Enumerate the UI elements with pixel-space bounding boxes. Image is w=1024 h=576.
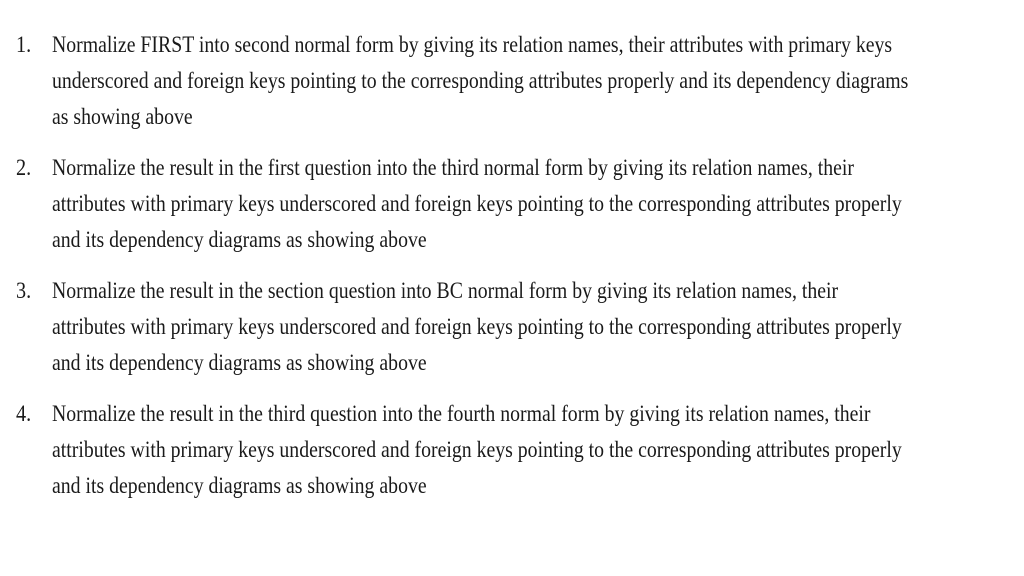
item-text: [52, 273, 972, 381]
question-list: [0, 27, 1000, 519]
text-line: Normalize the result in the section question into BC normal form by giving its relation names, their: [52, 278, 839, 303]
text-line: attributes with primary keys underscored and foreign keys pointing to the corresponding attributes properly: [52, 314, 902, 339]
text-line: attributes with primary keys underscored and foreign keys pointing to the corresponding attributes properly: [52, 191, 902, 216]
item-number: 1.: [16, 32, 32, 57]
text-line: Normalize FIRST into second normal form by giving its relation names, their attributes with primary keys: [52, 32, 893, 57]
text-line: and its dependency diagrams as showing above: [52, 227, 427, 252]
item-number: 2.: [16, 155, 32, 180]
text-line: as showing above: [52, 104, 193, 129]
text-line: Normalize the result in the third question into the fourth normal form by giving its relation names, their: [52, 401, 871, 426]
text-line: attributes with primary keys underscored and foreign keys pointing to the corresponding attributes properly: [52, 437, 902, 462]
list-item: [0, 27, 1000, 135]
text-line: and its dependency diagrams as showing above: [52, 473, 427, 498]
item-text: [52, 150, 972, 258]
text-line: Normalize the result in the first question into the third normal form by giving its relation names, their: [52, 155, 855, 180]
list-item: [0, 396, 1000, 504]
text-line: and its dependency diagrams as showing above: [52, 350, 427, 375]
list-item: [0, 273, 1000, 381]
item-number: 4.: [16, 401, 32, 426]
item-text: [52, 27, 972, 135]
text-line: underscored and foreign keys pointing to the corresponding attributes properly and its dependency diagrams: [52, 68, 909, 93]
item-number: 3.: [16, 278, 32, 303]
list-item: [0, 150, 1000, 258]
item-text: [52, 396, 972, 504]
